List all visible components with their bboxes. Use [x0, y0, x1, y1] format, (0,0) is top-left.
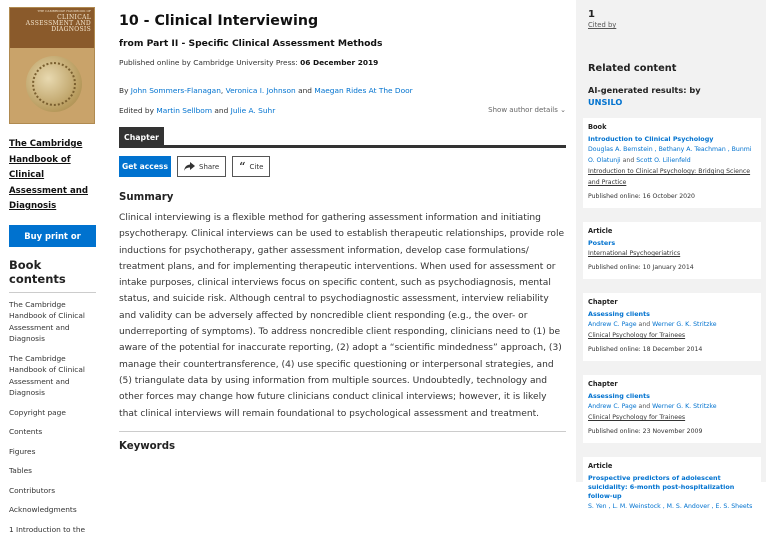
divider: [9, 292, 96, 293]
and-word: and: [638, 321, 651, 328]
related-title-link[interactable]: Prospective predictors of adolescent suicidality: 6-month post-hospitalization follow-up: [588, 474, 735, 500]
related-published: Published online: 18 December 2014: [588, 346, 703, 353]
show-author-details-label: Show author details: [488, 106, 558, 114]
related-title-link[interactable]: Assessing clients: [588, 392, 650, 400]
toc-item[interactable]: 1 Introduction to the: [9, 524, 86, 534]
author-link[interactable]: John Sommers-Flanagan: [130, 86, 221, 95]
related-author-link[interactable]: Scott O. Lilienfeld: [636, 157, 691, 164]
author-link[interactable]: Veronica I. Johnson: [225, 86, 296, 95]
share-label: Share: [199, 162, 220, 171]
related-published: Published online: 10 January 2014: [588, 264, 694, 271]
related-author-link[interactable]: Werner G. K. Stritzke: [652, 403, 717, 410]
related-published: Published online: 23 November 2009: [588, 428, 703, 435]
published-line: [119, 58, 566, 67]
related-authors: [588, 144, 754, 166]
related-title-link[interactable]: Introduction to Clinical Psychology: [588, 135, 714, 143]
cover-title: [13, 10, 91, 33]
related-author-link[interactable]: Andrew C. Page: [588, 403, 637, 410]
toc-item[interactable]: The Cambridge Handbook of Clinical Assessment and Diagnosis: [9, 353, 85, 397]
editors-line: [119, 106, 275, 115]
ai-label: AI-generated results: by: [588, 85, 701, 95]
book-cover[interactable]: [9, 7, 95, 124]
cite-label: Cite: [249, 162, 264, 171]
related-authors: [588, 319, 754, 330]
related-title-link[interactable]: Assessing clients: [588, 310, 650, 318]
toc-item[interactable]: Contributors: [9, 485, 56, 495]
editor-link[interactable]: Martin Sellbom: [156, 106, 213, 115]
cite-button[interactable]: [232, 156, 270, 177]
related-card: [583, 293, 761, 361]
tab-chapter[interactable]: Chapter: [119, 127, 164, 148]
related-author-links[interactable]: Douglas A. Bernstein , Bethany A. Teachman , Bunmi O. Olatunji: [588, 146, 752, 164]
related-kind: Article: [588, 462, 613, 470]
part-subtitle: from Part II - Specific Clinical Assessment Methods: [119, 38, 383, 49]
authors-prefix: By: [119, 86, 131, 95]
keywords-heading: Keywords: [119, 440, 176, 452]
toc-item[interactable]: Acknowledgments: [9, 505, 77, 514]
published-date: 06 December 2019: [300, 58, 379, 67]
toc-item[interactable]: The Cambridge Handbook of Clinical Assessment and Diagnosis: [9, 299, 85, 343]
related-title-link[interactable]: Posters: [588, 239, 616, 247]
cover-illustration: [26, 56, 82, 112]
related-source-link[interactable]: Clinical Psychology for Trainees: [588, 414, 686, 421]
content-tabbar: [119, 127, 566, 148]
divider: [119, 431, 566, 432]
authors-line: By John Sommers-Flanagan, Veronica I. Johnson and Maegan Rides At The Door: [119, 86, 413, 95]
and-word: and: [214, 106, 229, 115]
related-source-link[interactable]: Introduction to Clinical Psychology: Bridging Science and Practice: [588, 168, 751, 186]
and-word: and: [638, 403, 651, 410]
author-link[interactable]: Maegan Rides At The Door: [314, 86, 413, 95]
related-authors[interactable]: S. Yen , L. M. Weinstock , M. S. Andover , E. S. Sheets: [588, 503, 753, 510]
published-prefix: Published online by Cambridge University Press:: [119, 58, 301, 67]
and-word: and: [298, 86, 312, 95]
share-button[interactable]: [177, 156, 226, 177]
quote-icon: “: [239, 160, 246, 173]
action-bar: [119, 156, 566, 177]
book-contents-list: [9, 299, 96, 536]
related-source-link[interactable]: International Psychogeriatrics: [588, 250, 681, 257]
and-word: and: [622, 157, 635, 164]
book-title-link[interactable]: The Cambridge Handbook of Clinical Assessment and Diagnosis: [9, 139, 89, 211]
unsilo-link[interactable]: UNSILO: [588, 97, 623, 107]
related-kind: Book: [588, 123, 607, 131]
get-access-button[interactable]: Get access: [119, 156, 171, 177]
main-content: [119, 13, 566, 452]
summary-heading: Summary: [119, 192, 174, 203]
editor-link[interactable]: Julie A. Suhr: [230, 106, 276, 115]
related-author-link[interactable]: Werner G. K. Stritzke: [652, 321, 717, 328]
related-card: [583, 375, 761, 443]
related-authors: [588, 401, 754, 412]
cover-top-line: THE CAMBRIDGE HANDBOOK OF: [37, 9, 91, 13]
ai-results-label: [588, 84, 756, 108]
editors-row: [119, 106, 566, 115]
cited-by-link[interactable]: Cited by: [588, 21, 617, 29]
related-author-link[interactable]: Andrew C. Page: [588, 321, 637, 328]
cited-by-count: 1: [588, 9, 595, 20]
related-source-link[interactable]: Clinical Psychology for Trainees: [588, 332, 686, 339]
chevron-down-icon: ⌄: [560, 106, 566, 114]
related-kind: Chapter: [588, 380, 618, 388]
book-contents-heading: Book contents: [9, 257, 66, 286]
related-panel: [576, 0, 766, 510]
related-card: [583, 457, 761, 518]
toc-item[interactable]: Tables: [9, 466, 32, 475]
related-content-heading: Related content: [588, 63, 677, 74]
related-published: Published online: 16 October 2020: [588, 193, 695, 200]
summary-text: Clinical interviewing is a flexible method for gathering assessment information and initiating psychotherapy. Clinical interviews can be used to establish therapeutic relationships, provide role inductions for psychotherapy, gather assessment information, develop case formulations/ treatment plans, and for implementing therapeutic interventions. When used for assessment or intake purposes, clinical interviews focus on specific content, such as psychodiagnosis, mental status, and suicide risk. Although central to psychodiagnostic assessment, interview reliability and validity can be adversely affected by noncredible client responding (e.g., the over- or underreporting of symptoms). To address noncredible client responding, clinicians need to (1) be aware of the potential for inaccurate reporting, (2) adopt a “scientific mindedness” approach, (3) manage their countertransference, (4) use specific questioning or interpersonal strategies, and (5) triangulate data by using information from multiple sources. Undoubtedly, technology and other forces may change how future clinicians conduct clinical interviews; however, it is likely that clinical interviews will remain foundational to psychological assessment and treatment.: [119, 213, 565, 419]
related-card: [583, 118, 761, 208]
cover-main-title: CLINICAL ASSESSMENT AND DIAGNOSIS: [25, 14, 91, 33]
show-author-details-button[interactable]: [488, 106, 566, 115]
related-kind: Article: [588, 227, 613, 235]
toc-item[interactable]: Copyright page: [9, 407, 66, 417]
related-card: [583, 222, 761, 279]
left-sidebar: [9, 7, 96, 543]
toc-item[interactable]: Contents: [9, 427, 43, 436]
toc-item[interactable]: Figures: [9, 446, 36, 456]
buy-print-or-ebook-button[interactable]: Buy print or eBook: [9, 225, 96, 247]
related-kind: Chapter: [588, 298, 618, 306]
page-title: 10 - Clinical Interviewing: [119, 13, 319, 29]
share-icon: [184, 162, 195, 171]
editors-prefix: Edited by: [119, 106, 157, 115]
